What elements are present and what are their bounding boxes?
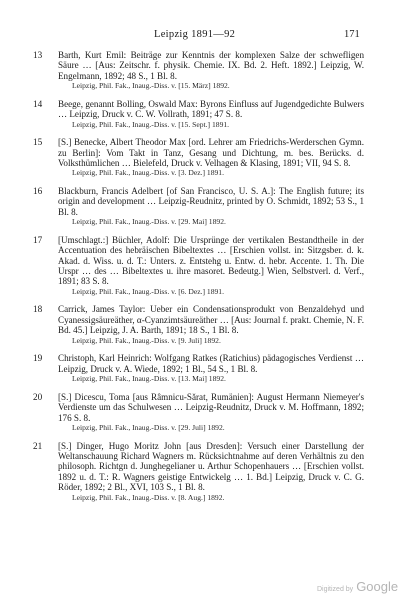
entry-number: 17 (33, 234, 43, 245)
entry-number: 13 (33, 50, 43, 60)
dissertation-note: Leipzig, Phil. Fak., Inaug.-Diss. v. [9. Juli] 1892. (72, 335, 221, 345)
dissertation-note: Leipzig, Phil. Fak., Inaug.-Diss. v. [3. Dez.] 1891. (72, 168, 224, 178)
bibliographic-entry (33, 137, 364, 178)
digitized-by-label: Digitized by (317, 586, 354, 593)
entry-text: [Umschlagt.:] Büchler, Adolf: Die Ursprünge der vertikalen Bestandtheile in der Accentuation des hebräischen Bibeltextes … [Erschien vollst. in: Sitzgsber. d. k. Akad. d. Wiss. u. d. T.: Unters. z. Entstehg u. Entw. d. hebr. Accente. 1. Th. Die Urspr … des … Bibeltextes u. ihre masoret. Bedeutg.] Wien, Selbstverl. d. Verf., 1891; 83 S. 8. (58, 234, 364, 287)
bibliographic-entry (33, 440, 364, 502)
dissertation-note: Leipzig, Phil. Fak., Inaug.-Diss. v. [15. Sept.] 1891. (72, 119, 230, 129)
entry-text: Blackburn, Francis Adelbert [of San Francisco, U. S. A.]: The English future; its origin and development … Leipzig-Reudnitz, printed by O. Schmidt, 1892; 53 S., 1 Bl. 8. (58, 186, 364, 217)
entry-text: Christoph, Karl Heinrich: Wolfgang Ratkes (Ratichius) pädagogisches Verdienst … Leipzig, Druck v. A. Wiede, 1892; 1 Bl., 54 S., 1 Bl. 8. (58, 353, 364, 374)
entry-text: [S.] Dicescu, Toma [aus Râmnicu-Sărat, Rumänien]: August Hermann Niemeyer's Verdienste um das Schulwesen … Leipzig-Reudnitz, Druck v. M. Hoffmann, 1892; 176 S. 8. (58, 391, 364, 423)
page-number: 171 (344, 29, 360, 40)
entry-number: 20 (33, 391, 43, 402)
entry-text: Beege, genannt Bolling, Oswald Max: Byrons Einfluss auf Jugendgedichte Bulwers … Leipzig, Druck v. C. W. Vollrath, 1891; 47 S. 8. (58, 98, 364, 120)
bibliographic-entry (33, 98, 364, 129)
google-digitized-watermark (317, 579, 398, 594)
dissertation-note: Leipzig, Phil. Fak., Inaug.-Diss. v. [29. Mai] 1892. (72, 217, 226, 227)
entry-text: [S.] Dinger, Hugo Moritz John [aus Dresden]: Versuch einer Darstellung der Weltanschauung Richard Wagners m. Rücksichtnahme auf deren Verhältnis zu den philosoph. Richtgn d. Junghegelianer u. Arthur Schopenhauers … [Erschien vollst. 1892 u. d. T.: R. Wagners geistige Entwickelg … 1. Bd.] Leipzig, Druck v. C. G. Röder, 1892; 2 Bl., XVI, 103 S., 1 Bl. 8. (58, 440, 364, 493)
entry-number: 14 (33, 98, 43, 109)
entry-number: 18 (33, 304, 43, 315)
running-head (0, 29, 400, 43)
dissertation-note: Leipzig, Phil. Fak., Inaug.-Diss. v. [13. Mai] 1892. (72, 374, 226, 384)
dissertation-note: Leipzig, Phil. Fak., Inaug.-Diss. v. [29. Juli] 1892. (72, 422, 225, 432)
bibliographic-entry (33, 234, 364, 296)
dissertation-note: Leipzig, Phil. Fak., Inaug.-Diss. v. [15. März] 1892. (72, 81, 230, 91)
entry-number: 21 (33, 440, 43, 451)
bibliographic-entry (33, 391, 364, 433)
entry-text: Carrick, James Taylor: Ueber ein Condensationsprodukt von Benzaldehyd und Cyanessigsäureäther, α-Cyanzimtsäureäther … [Aus: Journal f. prakt. Chemie, N. F. Bd. 45.] Leipzig, J. A. Barth, 1891; 18 S., 1 Bl. 8. (58, 304, 364, 336)
running-title: Leipzig 1891—92 (154, 29, 236, 40)
bibliographic-entry (33, 186, 364, 227)
bibliographic-entry (33, 50, 364, 91)
google-logo: Google (356, 579, 399, 594)
entry-number: 16 (33, 186, 43, 197)
entry-text: Barth, Kurt Emil: Beiträge zur Kenntnis der komplexen Salze der schwefligen Säure … [Aus: Zeitschr. f. physik. Chemie. IX. Bd. 2. Heft. 1892.] Leipzig, W. Engelmann, 1892; 48 S., 1 Bl. 8. (58, 50, 364, 81)
bibliographic-entry (33, 304, 364, 345)
dissertation-note: Leipzig, Phil. Fak., Inaug.-Diss. v. [8. Aug.] 1892. (72, 492, 225, 502)
bibliographic-entry (33, 353, 364, 384)
entry-number: 15 (33, 137, 43, 148)
entry-list (0, 50, 400, 510)
entry-number: 19 (33, 353, 43, 364)
dissertation-note: Leipzig, Phil. Fak., Inaug.-Diss. v. [6. Dez.] 1891. (72, 286, 224, 296)
entry-text: [S.] Benecke, Albert Theodor Max [ord. Lehrer am Friedrichs-Werderschen Gymn. zu Berlin]: Vom Takt in Tanz, Gesang und Dichtung, m. bes. Berücks. d. Volksthümlichen … Bielefeld, Druck v. Velhagen & Klasing, 1891; VII, 94 S. 8. (58, 137, 364, 169)
